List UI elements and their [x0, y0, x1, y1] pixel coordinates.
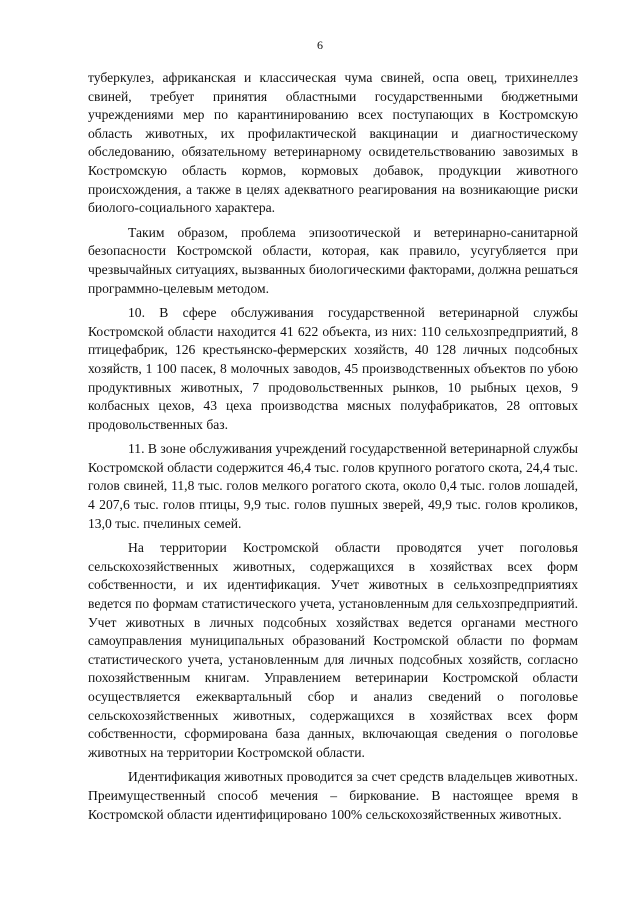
document-body: [88, 69, 578, 824]
paragraph-diseases-continued: туберкулез, африканская и классическая чума свиней, оспа овец, трихинеллез свиней, требует принятия областными государственными бюджетными учреждениями мер по карантинированию всех поступающих в Костромскую область животных, их профилактической вакцинации и диагностическому обследованию, обязательному ветеринарному освидетельствованию завозимых в Костромскую область кормов, кормовых добавок, продукции животного происхождения, а также в целях адекватного реагирования на возникающие риски биолого-социального характера.: [88, 70, 578, 216]
paragraph-identification: Идентификация животных проводится за счет средств владельцев животных. Преимущественный способ мечения – биркование. В настоящее время в Костромской области идентифицировано 100% сельскохозяйственных животных.: [88, 769, 578, 822]
paragraph-animal-accounting: На территории Костромской области проводятся учет поголовья сельскохозяйственных животных, содержащихся в хозяйствах всех форм собственности, и их идентификация. Учет животных в сельхозпредприятиях ведется по формам статистического учета, установленным для сельхозпредприятий. Учет животных в личных подсобных хозяйствах ведется органами местного самоуправления муниципальных образований Костромской области по формам статистического учета, установленным для личных подсобных хозяйств, согласно похозяйственным книгам. Управлением ветеринарии Костромской области осуществляется ежеквартальный сбор и анализ сведений о поголовье сельскохозяйственных животных, содержащихся в хозяйствах всех форм собственности, сформирована база данных, включающая сведения о поголовье животных на территории Костромской области.: [88, 540, 578, 760]
paragraph-service-objects: 10. В сфере обслуживания государственной ветеринарной службы Костромской области находится 41 622 объекта, из них: 110 сельхозпредприятий, 8 птицефабрик, 126 крестьянско-фермерских хозяйств, 40 128 личных подсобных хозяйств, 1 100 пасек, 8 молочных заводов, 45 производственных объектов по убою продуктивных животных, 7 продовольственных рынков, 10 рыбных цехов, 9 колбасных цехов, 43 цеха производства мясных полуфабрикатов, 28 оптовых продовольственных баз.: [88, 305, 578, 432]
paragraph-livestock-numbers: 11. В зоне обслуживания учреждений государственной ветеринарной службы Костромской области содержится 46,4 тыс. голов крупного рогатого скота, 24,4 тыс. голов свиней, 11,8 тыс. голов мелкого рогатого скота, около 0,4 тыс. голов лошадей, 4 207,6 тыс. голов птицы, 9,9 тыс. голов пушных зверей, 49,9 тыс. голов кроликов, 13,0 тыс. пчелиных семей.: [88, 441, 578, 531]
page-number: 6: [317, 38, 323, 52]
paragraph-program-method: Таким образом, проблема эпизоотической и ветеринарно-санитарной безопасности Костромской области, которая, как правило, усугубляется при чрезвычайных ситуациях, вызванных биологическими факторами, должна решаться программно-целевым методом.: [88, 224, 578, 296]
